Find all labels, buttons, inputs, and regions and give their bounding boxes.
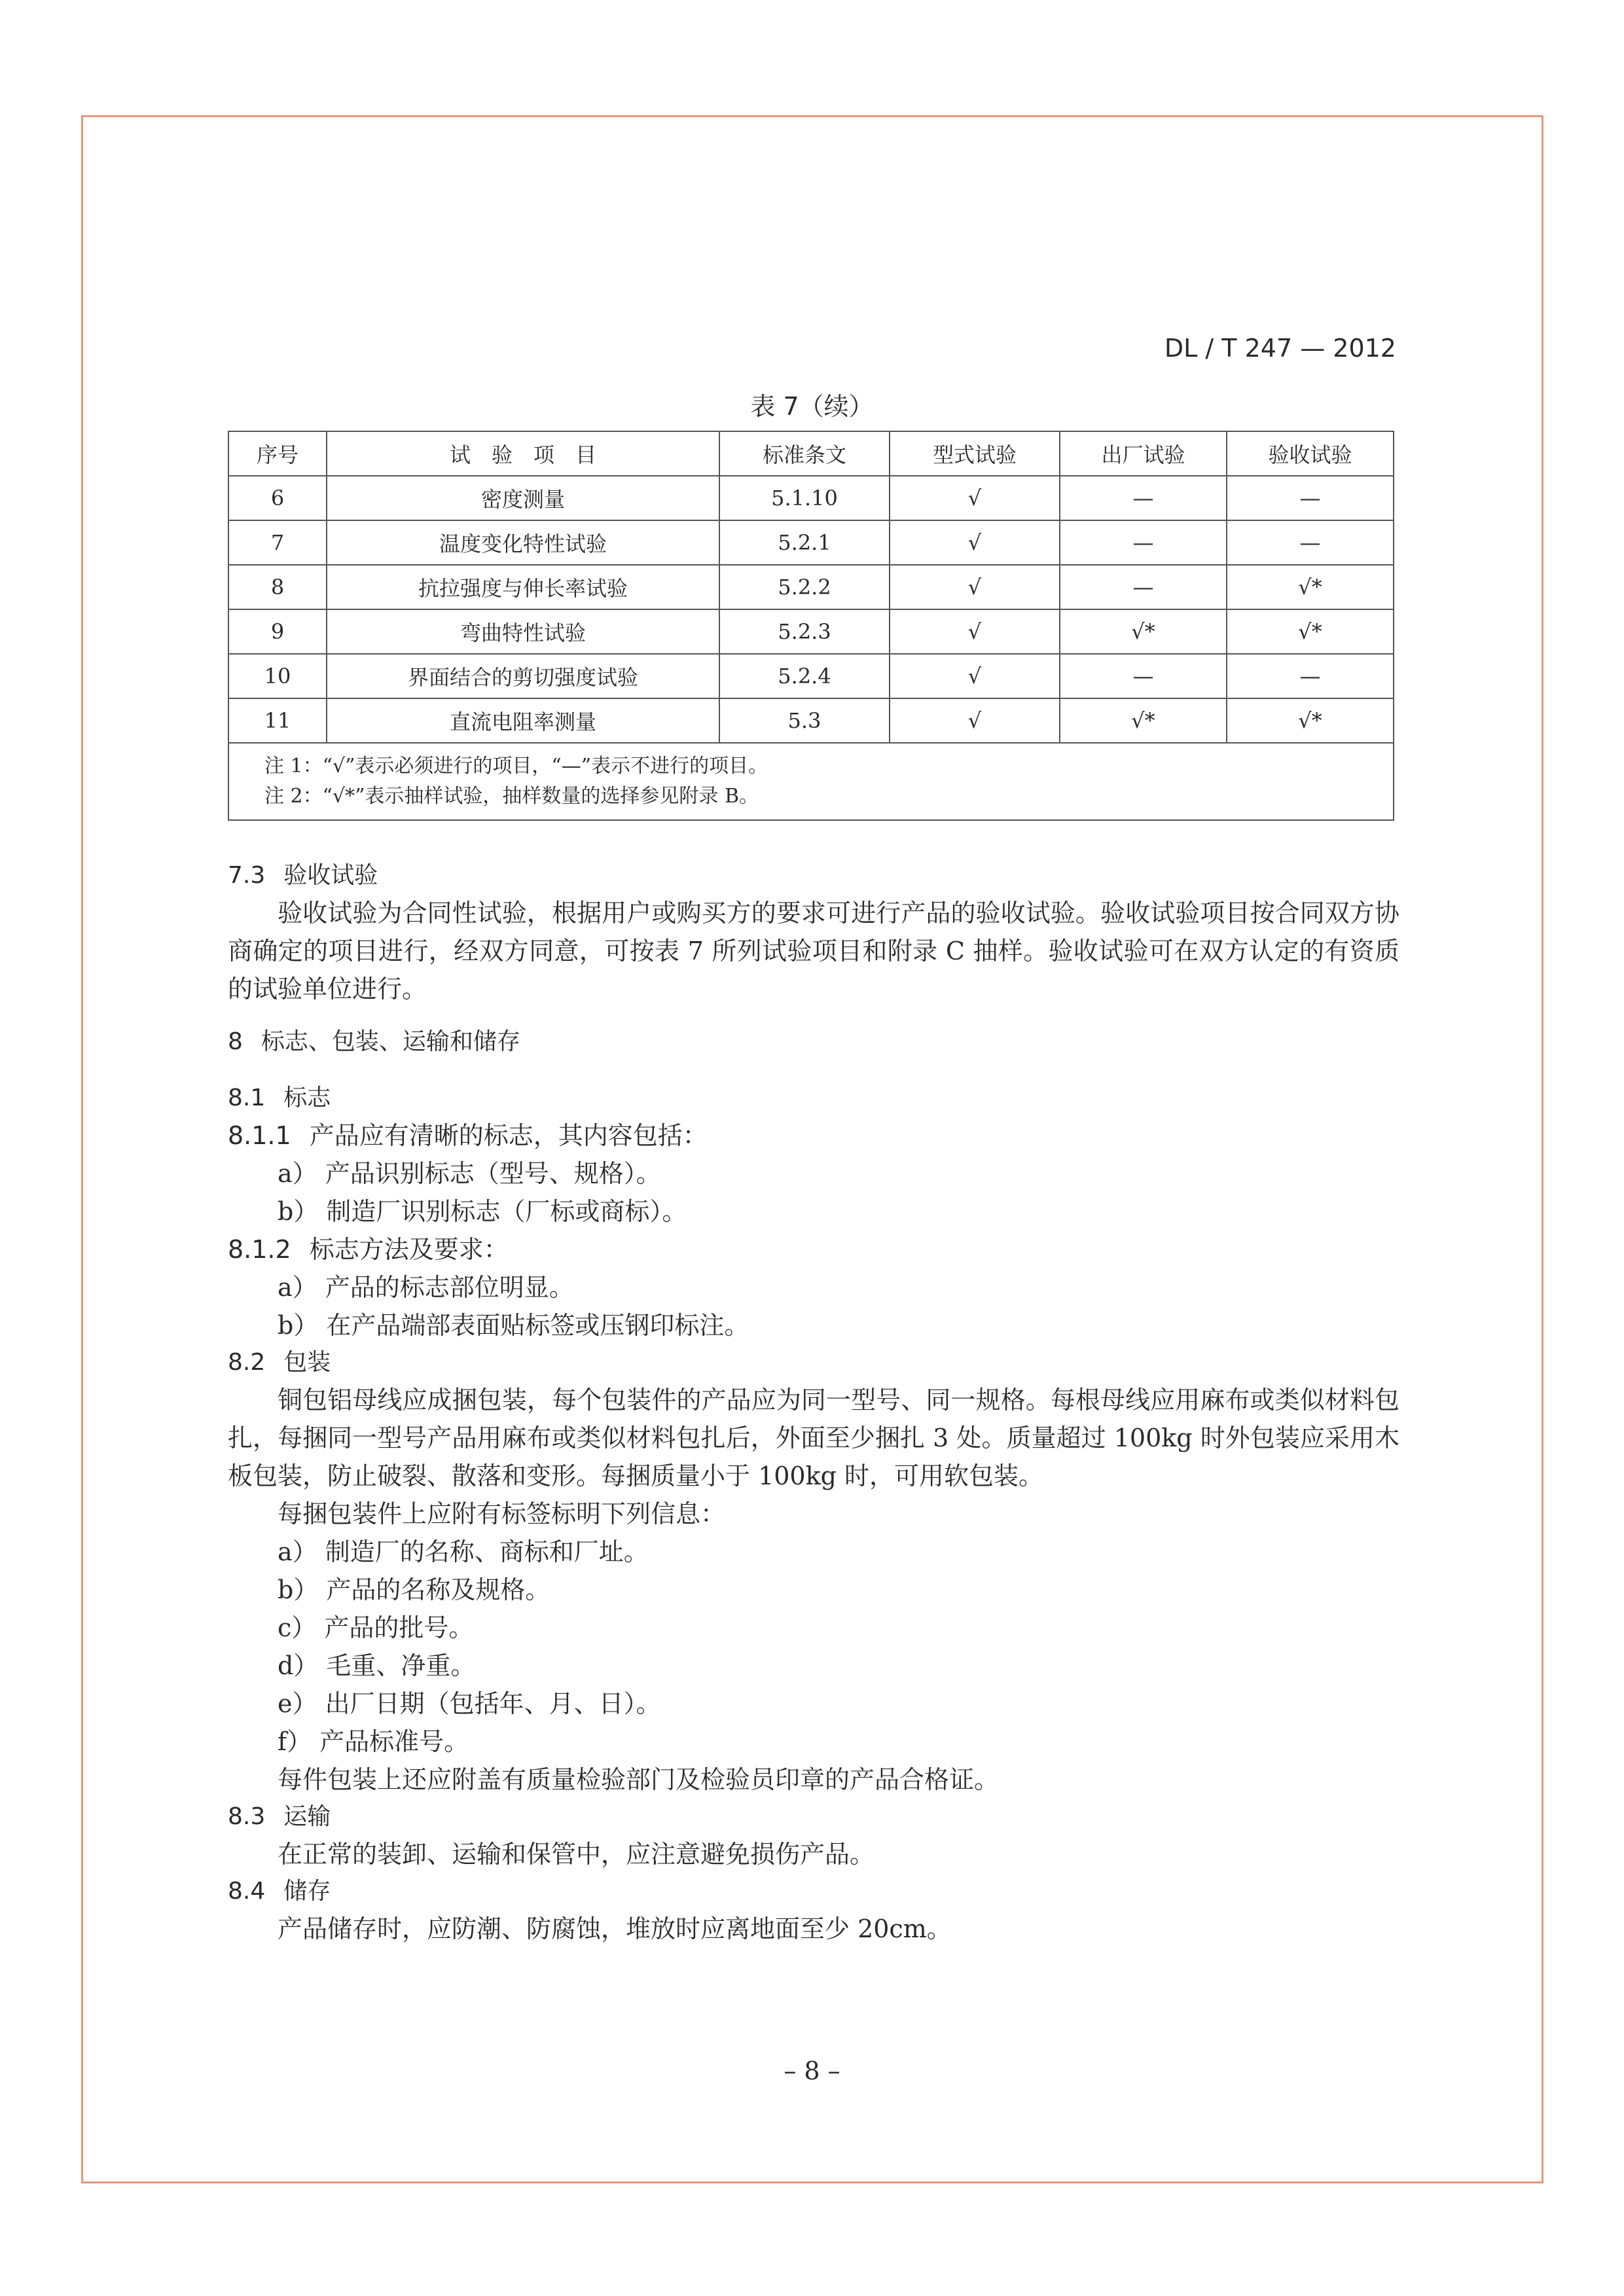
section-number: 7.3 [228, 862, 266, 889]
col-header-factory-test: 出厂试验 [1060, 431, 1227, 476]
cell-type-test: √ [890, 520, 1060, 565]
table-row [228, 698, 1394, 743]
cell-factory-test: — [1060, 520, 1227, 565]
chapter-title: 标志、包装、运输和储存 [261, 1028, 520, 1055]
cell-item: 弯曲特性试验 [327, 609, 719, 654]
list-item: a） 制造厂的名称、商标和厂址。 [278, 1537, 649, 1566]
cell-clause: 5.2.2 [719, 565, 890, 609]
cell-item: 密度测量 [327, 476, 719, 520]
cell-type-test: √ [890, 476, 1060, 520]
cell-factory-test: — [1060, 565, 1227, 609]
document-code: DL / T 247 — 2012 [1164, 334, 1396, 363]
list-item: b） 产品的名称及规格。 [278, 1575, 550, 1604]
table-title: 表 7（续） [750, 392, 874, 421]
table-note-2: 注 2：“√*”表示抽样试验，抽样数量的选择参见附录 B。 [264, 785, 759, 808]
list-item: c） 产品的批号。 [278, 1613, 474, 1642]
section-number: 8.1 [228, 1085, 266, 1111]
col-header-type-test: 型式试验 [890, 431, 1060, 476]
cell-acceptance-test: — [1227, 654, 1394, 698]
cell-type-test: √ [890, 565, 1060, 609]
section-title: 包装 [283, 1349, 331, 1376]
list-item: a） 产品识别标志（型号、规格）。 [278, 1159, 661, 1188]
document-body [228, 857, 1399, 1948]
clause-number: 8.1.1 [228, 1121, 291, 1150]
chapter-8-heading [228, 1024, 1399, 1060]
section-title: 运输 [283, 1803, 331, 1830]
page-number: – 8 – [784, 2056, 840, 2085]
table-row [228, 476, 1394, 520]
section-number: 8.2 [228, 1349, 266, 1376]
cell-seq: 8 [228, 565, 327, 609]
clause-8-1-2 [228, 1230, 1399, 1268]
table-row [228, 565, 1394, 609]
table-note-1: 注 1：“√”表示必须进行的项目，“—”表示不进行的项目。 [264, 755, 768, 778]
cell-acceptance-test: — [1227, 476, 1394, 520]
packaging-closing: 每件包装上还应附盖有质量检验部门及检验员印章的产品合格证。 [278, 1765, 1000, 1794]
cell-clause: 5.2.4 [719, 654, 890, 698]
section-8-3-paragraph: 在正常的装卸、运输和保管中，应注意避免损伤产品。 [278, 1840, 875, 1869]
cell-clause: 5.2.3 [719, 609, 890, 654]
col-header-seq: 序号 [228, 431, 327, 476]
cell-acceptance-test: √* [1227, 565, 1394, 609]
cell-type-test: √ [890, 654, 1060, 698]
section-title: 储存 [283, 1878, 331, 1905]
test-items-table [228, 431, 1394, 821]
section-title: 标志 [283, 1085, 331, 1111]
col-header-acceptance-test: 验收试验 [1227, 431, 1394, 476]
cell-seq: 6 [228, 476, 327, 520]
cell-item: 界面结合的剪切强度试验 [327, 654, 719, 698]
cell-acceptance-test: √* [1227, 609, 1394, 654]
section-8-2-heading [228, 1344, 1399, 1381]
section-8-4-heading [228, 1873, 1399, 1910]
section-8-2-paragraph: 铜包铝母线应成捆包装，每个包装件的产品应为同一型号、同一规格。每根母线应用麻布或类似材料包扎，每捆同一型号产品用麻布或类似材料包扎后，外面至少捆扎 3 处。质量超过 100kg 时外包装应采用木板包装，防止破裂、散落和变形。每捆质量小于 100kg 时，可用软包装。 [228, 1386, 1399, 1490]
cell-clause: 5.1.10 [719, 476, 890, 520]
cell-acceptance-test: — [1227, 520, 1394, 565]
section-8-4-paragraph: 产品储存时，应防潮、防腐蚀，堆放时应离地面至少 20cm。 [278, 1914, 952, 1943]
section-title: 验收试验 [283, 862, 378, 889]
col-header-clause: 标准条文 [719, 431, 890, 476]
list-item: d） 毛重、净重。 [278, 1651, 476, 1680]
chapter-number: 8 [228, 1028, 243, 1055]
cell-item: 抗拉强度与伸长率试验 [327, 565, 719, 609]
table-header-row [228, 431, 1394, 476]
section-number: 8.4 [228, 1878, 266, 1905]
list-item: b） 在产品端部表面贴标签或压钢印标注。 [278, 1311, 749, 1340]
table-row [228, 520, 1394, 565]
cell-type-test: √ [890, 698, 1060, 743]
cell-factory-test: √* [1060, 609, 1227, 654]
cell-clause: 5.2.1 [719, 520, 890, 565]
clause-text: 标志方法及要求： [309, 1235, 509, 1264]
section-7-3-heading [228, 857, 1399, 894]
table-row [228, 609, 1394, 654]
section-number: 8.3 [228, 1803, 266, 1830]
cell-factory-test: √* [1060, 698, 1227, 743]
list-item: e） 出厂日期（包括年、月、日）。 [278, 1689, 661, 1718]
cell-item: 温度变化特性试验 [327, 520, 719, 565]
cell-seq: 9 [228, 609, 327, 654]
cell-seq: 10 [228, 654, 327, 698]
cell-seq: 7 [228, 520, 327, 565]
cell-clause: 5.3 [719, 698, 890, 743]
packaging-label-intro: 每捆包装件上应附有标签标明下列信息： [278, 1499, 726, 1528]
list-item: a） 产品的标志部位明显。 [278, 1273, 574, 1302]
cell-factory-test: — [1060, 476, 1227, 520]
list-item: f） 产品标准号。 [278, 1727, 469, 1756]
section-7-3-paragraph: 验收试验为合同性试验，根据用户或购买方的要求可进行产品的验收试验。验收试验项目按合同双方协商确定的项目进行，经双方同意，可按表 7 所列试验项目和附录 C 抽样。验收试验可在双方认定的有资质的试验单位进行。 [228, 899, 1399, 1003]
table-row [228, 654, 1394, 698]
table-notes-row [228, 743, 1394, 820]
section-8-1-heading [228, 1080, 1399, 1117]
clause-8-1-1 [228, 1117, 1399, 1155]
cell-acceptance-test: √* [1227, 698, 1394, 743]
cell-item: 直流电阻率测量 [327, 698, 719, 743]
clause-text: 产品应有清晰的标志，其内容包括： [309, 1121, 708, 1150]
col-header-item: 试 验 项 目 [327, 431, 719, 476]
cell-factory-test: — [1060, 654, 1227, 698]
cell-seq: 11 [228, 698, 327, 743]
table-notes [228, 743, 1394, 820]
list-item: b） 制造厂识别标志（厂标或商标）。 [278, 1197, 687, 1226]
clause-number: 8.1.2 [228, 1235, 291, 1264]
cell-type-test: √ [890, 609, 1060, 654]
section-8-3-heading [228, 1799, 1399, 1835]
